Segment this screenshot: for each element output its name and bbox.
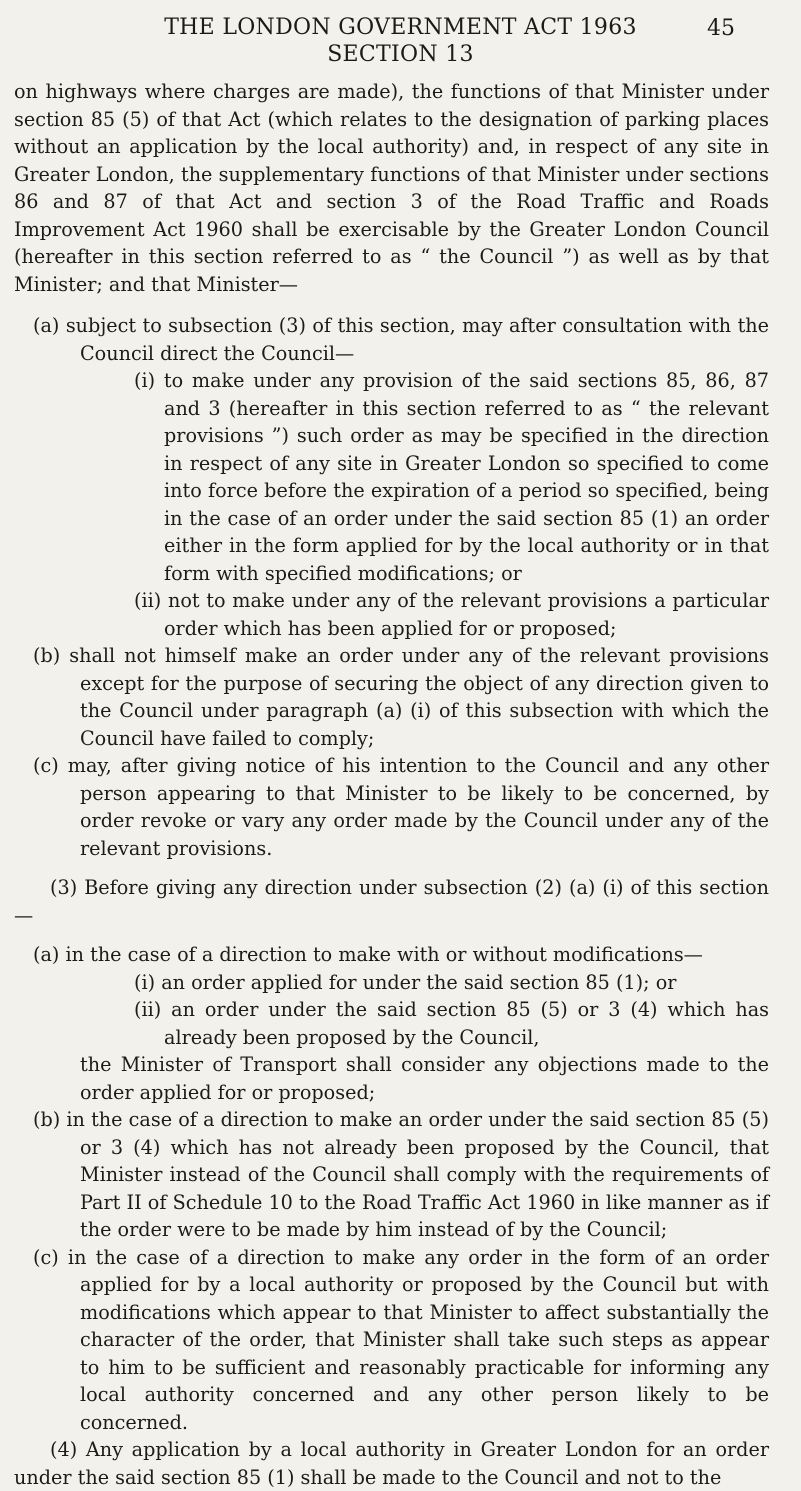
subsection-3-para-c: (c) in the case of a direction to make any order in the form of an order applied for by a local authority or proposed by the Council but with modifications which appear to that Minister to affect substantially the character of the order, that Minister shall take such steps as appear to him to be sufficient and reasonably practicable for informing any local authority concerned and any other person likely to be concerned. xyxy=(33,1245,769,1434)
act-title: THE LONDON GOVERNMENT ACT 1963 xyxy=(164,15,637,40)
spacer xyxy=(14,929,769,941)
subsection-3-para-a: (a) in the case of a direction to make with or without modifications— xyxy=(33,943,703,966)
subsection-2-para-a: (a) subject to subsection (3) of this section, may after consultation with the Council direct the Council— xyxy=(33,314,769,365)
subsection-4: (4) Any application by a local authority in Greater London for an order under the said section 85 (1) shall be made to the Council and not to the xyxy=(14,1438,769,1489)
subsection-2-para-c: (c) may, after giving notice of his intention to the Council and any other person appearing to that Minister to be likely to be concerned, by order revoke or vary any order made by the Council under any of the relevant provisions. xyxy=(33,754,769,860)
spacer xyxy=(14,862,769,874)
subsection-2-para-a-ii: (ii) not to make under any of the relevant provisions a particular order which has been applied for or proposed; xyxy=(134,589,769,640)
subsection-3-para-a-ii: (ii) an order under the said section 85 (5) or 3 (4) which has already been proposed by the Council, xyxy=(134,998,769,1049)
body-text xyxy=(14,78,769,1491)
subsection-3-lead: (3) Before giving any direction under subsection (2) (a) (i) of this section— xyxy=(14,876,769,927)
section-heading: SECTION 13 xyxy=(327,42,474,67)
subsection-2-para-a-i: (i) to make under any provision of the said sections 85, 86, 87 and 3 (hereafter in this section referred to as “ the relevant provisions ”) such order as may be specified in the direction in respect of any site in Greater London so specified to come into force before the expiration of a period so specified, being in the case of an order under the said section 85 (1) an order either in the form applied for by the local authority or in that form with specified modifications; or xyxy=(134,369,769,585)
intro-paragraph: on highways where charges are made), the functions of that Minister under section 85 (5) of that Act (which relates to the designation of parking places without an application by the local authority) and, in respect of any site in Greater London, the supplementary functions of that Minister under sections 86 and 87 of that Act and section 3 of the Road Traffic and Roads Improvement Act 1960 shall be exercisable by the Greater London Council (hereafter in this section referred to as “ the Council ”) as well as by that Minister; and that Minister— xyxy=(14,80,769,296)
page-number: 45 xyxy=(707,16,735,41)
subsection-3-para-b: (b) in the case of a direction to make an order under the said section 85 (5) or 3 (4) which has not already been proposed by the Council, that Minister instead of the Council shall comply with the requirements of Part II of Schedule 10 to the Road Traffic Act 1960 in like manner as if the order were to be made by him instead of by the Council; xyxy=(33,1108,769,1241)
running-head xyxy=(0,14,801,68)
subsection-2-para-b: (b) shall not himself make an order under any of the relevant provisions except for the purpose of securing the object of any direction given to the Council under paragraph (a) (i) of this subsection with which the Council have failed to comply; xyxy=(33,644,769,750)
subsection-3-para-a-continuation: the Minister of Transport shall consider any objections made to the order applied for or proposed; xyxy=(80,1053,769,1104)
subsection-3-para-a-i: (i) an order applied for under the said section 85 (1); or xyxy=(134,970,677,994)
